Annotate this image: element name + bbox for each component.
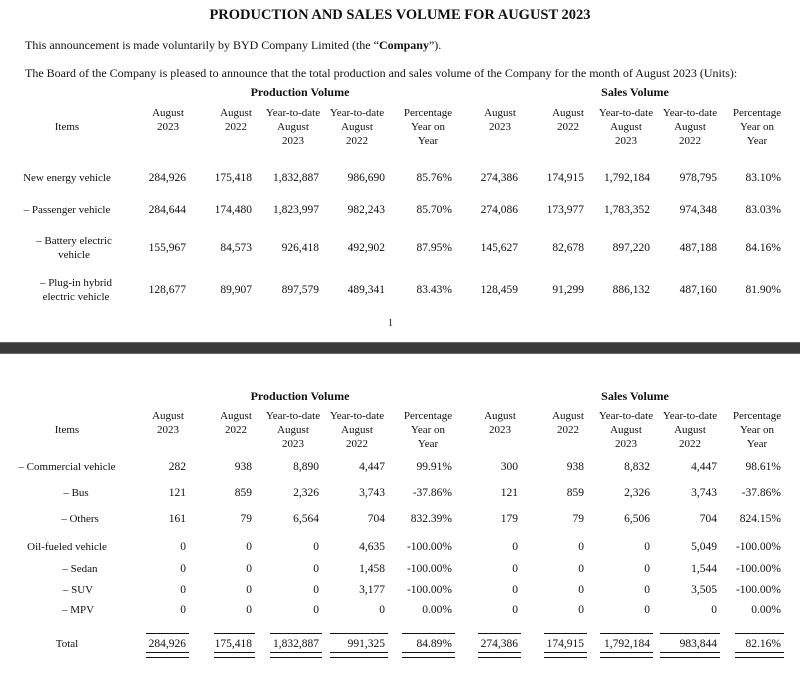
table-cell: 0.00% [422,604,452,616]
table-cell: 174,915 [546,638,584,650]
table-cell: 859 [566,487,584,499]
table-cell: 0.00% [751,604,781,616]
table-cell: 274,386 [480,638,518,650]
table-cell: 84.89% [416,638,452,650]
row-label [7,203,127,217]
column-header-line: Year [746,135,768,147]
column-header-line: 2022 [679,438,701,450]
production-group-heading-2: Production Volume [250,389,350,403]
total-rule [402,633,455,634]
table-cell: -100.00% [735,541,781,553]
table-cell: -100.00% [406,541,452,553]
table-cell: 0 [313,604,319,616]
intro-text: This announcement is made voluntarily by BYD Company Limited (the “ [25,38,379,52]
table-cell: 282 [168,461,186,473]
row-label-line: – Battery electric [36,235,112,247]
table-cell: 99.91% [416,461,452,473]
table-cell: 978,795 [679,172,717,184]
table-cell: 983,844 [679,638,717,650]
total-double-rule [660,652,720,658]
column-header-line: August [674,424,706,436]
table-cell: 3,505 [691,584,717,596]
column-header-line: Year-to-date [662,410,718,422]
table-cell: 84,573 [220,242,252,254]
column-header-line: Percentage [732,410,782,422]
page-separator [0,342,800,354]
table-cell: 0 [578,541,584,553]
table-cell: 1,832,887 [273,638,319,650]
table-cell: 938 [566,461,584,473]
column-header-line: 2023 [282,438,304,450]
table-cell: -100.00% [406,563,452,575]
table-cell: 1,544 [691,563,717,575]
table-cell: 492,902 [347,242,385,254]
table-cell: 128,677 [148,284,186,296]
table-cell: 0 [313,563,319,575]
table-cell: 174,480 [214,204,252,216]
column-header-line: 2022 [346,438,368,450]
table-cell: 0 [644,541,650,553]
row-label-line: – Sedan [62,563,98,575]
table-cell: 98.61% [745,461,781,473]
column-header-line: August [610,424,642,436]
table-cell: 4,447 [691,461,717,473]
column-header-line: Year [417,438,439,450]
column-header-line: 2023 [157,121,179,133]
table-cell: 0 [313,584,319,596]
column-header-line: August [552,107,584,119]
table-cell: 175,418 [214,172,252,184]
table-cell: 161 [168,513,186,525]
column-header [717,106,797,148]
table-cell: 83.03% [745,204,781,216]
table-cell: 0 [512,541,518,553]
row-label-line: Oil-fueled vehicle [27,541,107,553]
table-cell: 0 [512,604,518,616]
table-cell: 79 [572,513,584,525]
total-rule [270,633,322,634]
table-cell: 174,915 [546,172,584,184]
total-double-rule [146,652,189,658]
table-cell: 5,049 [691,541,717,553]
table-cell: 89,907 [220,284,252,296]
table-cell: 487,160 [679,284,717,296]
table-cell: 300 [500,461,518,473]
table-cell: 1,832,887 [273,172,319,184]
column-header [317,106,397,148]
table-cell: 274,386 [480,172,518,184]
column-header-line: 2023 [157,424,179,436]
total-double-rule [214,652,255,658]
table-cell: 0 [180,584,186,596]
intro-paragraph [25,38,441,53]
row-label-line: New energy vehicle [23,172,111,184]
table-cell: 83.10% [745,172,781,184]
table-cell: -37.86% [412,487,452,499]
column-header-line: August [277,424,309,436]
table-cell: 4,635 [359,541,385,553]
column-header-line: August [341,424,373,436]
total-rule [330,633,388,634]
table-cell: 704 [699,513,717,525]
column-header-line: 2023 [489,424,511,436]
table-cell: 274,086 [480,204,518,216]
column-header-line: August [484,410,516,422]
column-header-line: Year-to-date [329,107,385,119]
table-cell: -100.00% [406,584,452,596]
table-cell: 0 [246,563,252,575]
column-header-line: Percentage [403,107,453,119]
table-cell: 82.16% [745,638,781,650]
column-header-line: Year on [739,121,775,133]
total-rule [600,633,653,634]
table-cell: 0 [246,584,252,596]
total-double-rule [544,652,587,658]
column-header-line: August [220,107,252,119]
column-header-line: August [152,410,184,422]
table-cell: 145,627 [480,242,518,254]
table-cell: 79 [240,513,252,525]
table-cell: 704 [367,513,385,525]
table-cell: 489,341 [347,284,385,296]
column-header-line: Year-to-date [662,107,718,119]
row-label-line: – Others [61,513,99,525]
table-cell: -37.86% [741,487,781,499]
table-cell: 175,418 [214,638,252,650]
table-cell: -100.00% [735,584,781,596]
table-cell: 284,926 [148,172,186,184]
table-cell: 0 [644,584,650,596]
column-header-line: 2023 [615,438,637,450]
table-cell: 81.90% [745,284,781,296]
table-cell: 0 [180,541,186,553]
page-number: 1 [388,318,393,329]
table-cell: 886,132 [612,284,650,296]
row-label-line: – MPV [61,604,95,616]
table-cell: 284,926 [148,638,186,650]
table-cell: 0 [711,604,717,616]
total-double-rule [735,652,784,658]
table-cell: 2,326 [624,487,650,499]
total-double-rule [478,652,521,658]
document-title: PRODUCTION AND SALES VOLUME FOR AUGUST 2023 [209,7,591,23]
column-header-line: 2023 [489,121,511,133]
column-header-line: Year [746,438,768,450]
table-cell: 974,348 [679,204,717,216]
table-cell: 128,459 [480,284,518,296]
table-cell: 832.39% [410,513,452,525]
table-cell: 3,177 [359,584,385,596]
table-cell: 8,890 [293,461,319,473]
column-header-line: 2022 [225,121,247,133]
table-cell: 121 [500,487,518,499]
production-group-heading: Production Volume [250,85,350,99]
total-double-rule [600,652,653,658]
table-cell: 0 [578,563,584,575]
column-header-line: August [674,121,706,133]
row-label-line: – Passenger vehicle [23,204,111,216]
row-label-line: electric vehicle [42,291,110,303]
row-label [7,540,127,554]
table-cell: 8,832 [624,461,650,473]
row-label-line: Total [55,638,79,650]
table-cell: 897,220 [612,242,650,254]
column-header-line: Year on [739,424,775,436]
table-cell: 1,783,352 [604,204,650,216]
row-label [7,637,127,651]
column-header-line: August [220,410,252,422]
intro-text-end: ”). [428,38,442,52]
table-cell: 897,579 [281,284,319,296]
row-label-line: – SUV [62,584,94,596]
row-label [7,460,127,474]
table-cell: 824.15% [739,513,781,525]
table-cell: 986,690 [347,172,385,184]
total-double-rule [270,652,322,658]
column-header-line: 2023 [615,135,637,147]
column-header-line: Percentage [403,410,453,422]
table-cell: 0 [578,604,584,616]
table-cell: 982,243 [347,204,385,216]
column-header-line: 2022 [225,424,247,436]
table-cell: 1,458 [359,563,385,575]
total-rule [735,633,784,634]
header-items: Items [54,424,80,436]
table-cell: 1,792,184 [604,172,650,184]
row-label [7,171,127,185]
header-items: Items [54,121,80,133]
table-cell: 0 [246,604,252,616]
column-header-line: Percentage [732,107,782,119]
table-cell: -100.00% [735,563,781,575]
table-cell: 926,418 [281,242,319,254]
row-label-line: vehicle [58,249,90,261]
table-cell: 487,188 [679,242,717,254]
table-cell: 0 [512,563,518,575]
column-header [717,409,797,451]
table-cell: 85.76% [416,172,452,184]
column-header-line: August [341,121,373,133]
table-cell: 85.70% [416,204,452,216]
column-header-line: Year [417,135,439,147]
column-header-line: Year on [410,121,446,133]
sales-group-heading: Sales Volume [601,85,669,99]
column-header-line: 2022 [346,135,368,147]
column-header-line: 2022 [679,135,701,147]
column-header-line: August [610,121,642,133]
table-cell: 87.95% [416,242,452,254]
row-label-line: – Bus [63,487,89,499]
table-cell: 0 [180,604,186,616]
table-cell: 0 [512,584,518,596]
table-cell: 991,325 [347,638,385,650]
table-cell: 179 [500,513,518,525]
table-cell: 4,447 [359,461,385,473]
column-header-line: 2022 [557,121,579,133]
board-statement: The Board of the Company is pleased to announce that the total production and sales volume of the Company for the month of August 2023 (Units): [25,66,738,80]
table-cell: 84.16% [745,242,781,254]
table-cell: 859 [234,487,252,499]
column-header-line: August [552,410,584,422]
table-cell: 3,743 [359,487,385,499]
table-cell: 1,792,184 [604,638,650,650]
column-header [388,409,468,451]
table-cell: 0 [578,584,584,596]
total-double-rule [402,652,455,658]
table-cell: 121 [168,487,186,499]
column-header-line: Year-to-date [598,107,654,119]
table-cell: 938 [234,461,252,473]
table-cell: 82,678 [552,242,584,254]
table-cell: 1,823,997 [273,204,319,216]
total-rule [660,633,720,634]
table-cell: 91,299 [552,284,584,296]
table-cell: 6,506 [624,513,650,525]
intro-company: Company [378,38,429,52]
announcement-page-2 [0,354,800,675]
column-header [388,106,468,148]
table-cell: 284,644 [148,204,186,216]
row-label-line: – Commercial vehicle [18,461,116,473]
table-cell: 6,564 [293,513,319,525]
table-cell: 2,326 [293,487,319,499]
column-header-line: Year-to-date [598,410,654,422]
column-header-line: Year-to-date [329,410,385,422]
table-cell: 0 [313,541,319,553]
total-rule [544,633,587,634]
table-cell: 3,743 [691,487,717,499]
table-cell: 0 [246,541,252,553]
table-cell: 173,977 [546,204,584,216]
total-rule [146,633,189,634]
table-cell: 0 [379,604,385,616]
total-rule [214,633,255,634]
column-header-line: Year on [410,424,446,436]
total-double-rule [330,652,388,658]
table-cell: 0 [180,563,186,575]
column-header [317,409,397,451]
table-cell: 0 [644,563,650,575]
column-header-line: Year-to-date [265,410,321,422]
total-rule [478,633,521,634]
table-cell: 83.43% [416,284,452,296]
table-cell: 0 [644,604,650,616]
table-cell: 155,967 [148,242,186,254]
row-label-line: – Plug-in hybrid [39,277,113,289]
column-header-line: August [277,121,309,133]
column-header-line: August [484,107,516,119]
column-header-line: 2022 [557,424,579,436]
column-header-line: Year-to-date [265,107,321,119]
column-header-line: August [152,107,184,119]
sales-group-heading-2: Sales Volume [601,389,669,403]
column-header-line: 2023 [282,135,304,147]
